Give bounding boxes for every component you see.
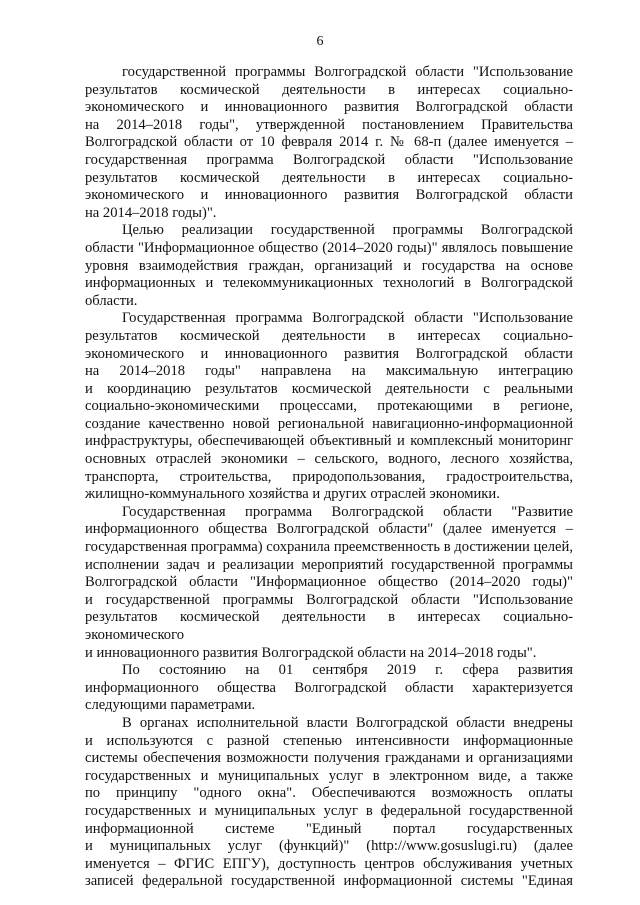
text-line: Волгоградской области "Информационное общество (2014–2020 годы)" xyxy=(85,574,573,591)
text-line: области "Информационное общество (2014–2020 годы)" являлось повышение xyxy=(85,239,573,256)
text-line: результатов космической деятельности в интересах социально- xyxy=(85,327,573,344)
text-line: государственная программа) сохранила преемственность в достижении целей, xyxy=(85,539,573,556)
paragraph xyxy=(85,222,573,310)
text-line: государственных и муниципальных услуг в электронном виде, а также xyxy=(85,767,573,784)
text-line: Волгоградской области от 10 февраля 2014 г. № 68-п (далее именуется – xyxy=(85,134,573,151)
text-line: системы обеспечения возможности получения гражданами и организациями xyxy=(85,750,573,767)
text-line: государственных и муниципальных услуг в федеральной государственной xyxy=(85,802,573,819)
text-line: социально-экономическими процессами, протекающими в регионе, xyxy=(85,398,573,415)
paragraph xyxy=(85,504,573,662)
text-line: на 2014–2018 годы" направлена на максимальную интеграцию xyxy=(85,363,573,380)
paragraph xyxy=(85,715,573,891)
text-line: и координацию результатов космической деятельности с реальными xyxy=(85,380,573,397)
text-line: По состоянию на 01 сентября 2019 г. сфера развития xyxy=(122,662,573,679)
text-line: Государственная программа Волгоградской области "Развитие xyxy=(122,503,573,520)
text-line: записей федеральной государственной информационной системы "Единая xyxy=(85,873,573,890)
text-line: В органах исполнительной власти Волгоградской области внедрены xyxy=(122,714,573,731)
text-line: информационной системе "Единый портал государственных xyxy=(85,820,573,837)
text-line: следующими параметрами. xyxy=(85,697,256,714)
paragraph xyxy=(85,310,573,504)
text-line: на 2014–2018 годы", утвержденной постановлением Правительства xyxy=(85,116,573,133)
text-line: Целью реализации государственной программы Волгоградской xyxy=(122,222,573,239)
text-line: области. xyxy=(85,292,138,309)
text-line: инфраструктуры, обеспечивающей объективный и комплексный мониторинг xyxy=(85,433,573,450)
text-line: создание качественно новой региональной навигационно-информационной xyxy=(85,415,573,432)
text-line: информационных и телекоммуникационных технологий в Волгоградской xyxy=(85,275,573,292)
text-line: и инновационного развития Волгоградской области на 2014–2018 годы". xyxy=(85,644,537,661)
text-line: именуется – ФГИС ЕПГУ), доступность центров обслуживания учетных xyxy=(85,855,573,872)
page-number: 6 xyxy=(316,34,324,49)
paragraph xyxy=(85,64,573,222)
text-line: экономического и инновационного развития Волгоградской области xyxy=(85,345,573,362)
text-line: жилищно-коммунального хозяйства и других отраслей экономики. xyxy=(85,486,500,503)
text-line: результатов космической деятельности в интересах социально- xyxy=(85,81,573,98)
text-line: информационного общества Волгоградской области" (далее именуется – xyxy=(85,521,573,538)
text-line: и используются с разной степенью интенсивности информационные xyxy=(85,732,573,749)
text-line: и государственной программы Волгоградской области "Использование xyxy=(85,591,573,608)
text-line: информационного общества Волгоградской области характеризуется xyxy=(85,679,573,696)
text-line: государственной программы Волгоградской области "Использование xyxy=(122,64,573,80)
text-line: Государственная программа Волгоградской области "Использование xyxy=(122,310,573,327)
document-body xyxy=(85,64,573,891)
text-line: результатов космической деятельности в интересах социально- xyxy=(85,169,573,186)
text-line: основных отраслей экономики – сельского, водного, лесного хозяйства, xyxy=(85,451,573,468)
text-line: уровня взаимодействия граждан, организаций и государства на основе xyxy=(85,257,573,274)
text-line: экономического и инновационного развития Волгоградской области xyxy=(85,99,573,116)
text-line: транспорта, строительства, природопользования, градостроительства, xyxy=(85,468,573,485)
text-line: исполнении задач и реализации мероприятий государственной программы xyxy=(85,556,573,573)
text-line: экономического и инновационного развития Волгоградской области xyxy=(85,187,573,204)
text-line: на 2014–2018 годы)". xyxy=(85,204,217,221)
text-line: и муниципальных услуг (функций)" (http://www.gosuslugi.ru) (далее xyxy=(85,838,573,855)
paragraph xyxy=(85,662,573,715)
text-line: государственная программа Волгоградской области "Использование xyxy=(85,151,573,168)
text-line: результатов космической деятельности в интересах социально-экономического xyxy=(85,609,573,643)
text-line: по принципу "одного окна". Обеспечиваются возможность оплаты xyxy=(85,785,573,802)
